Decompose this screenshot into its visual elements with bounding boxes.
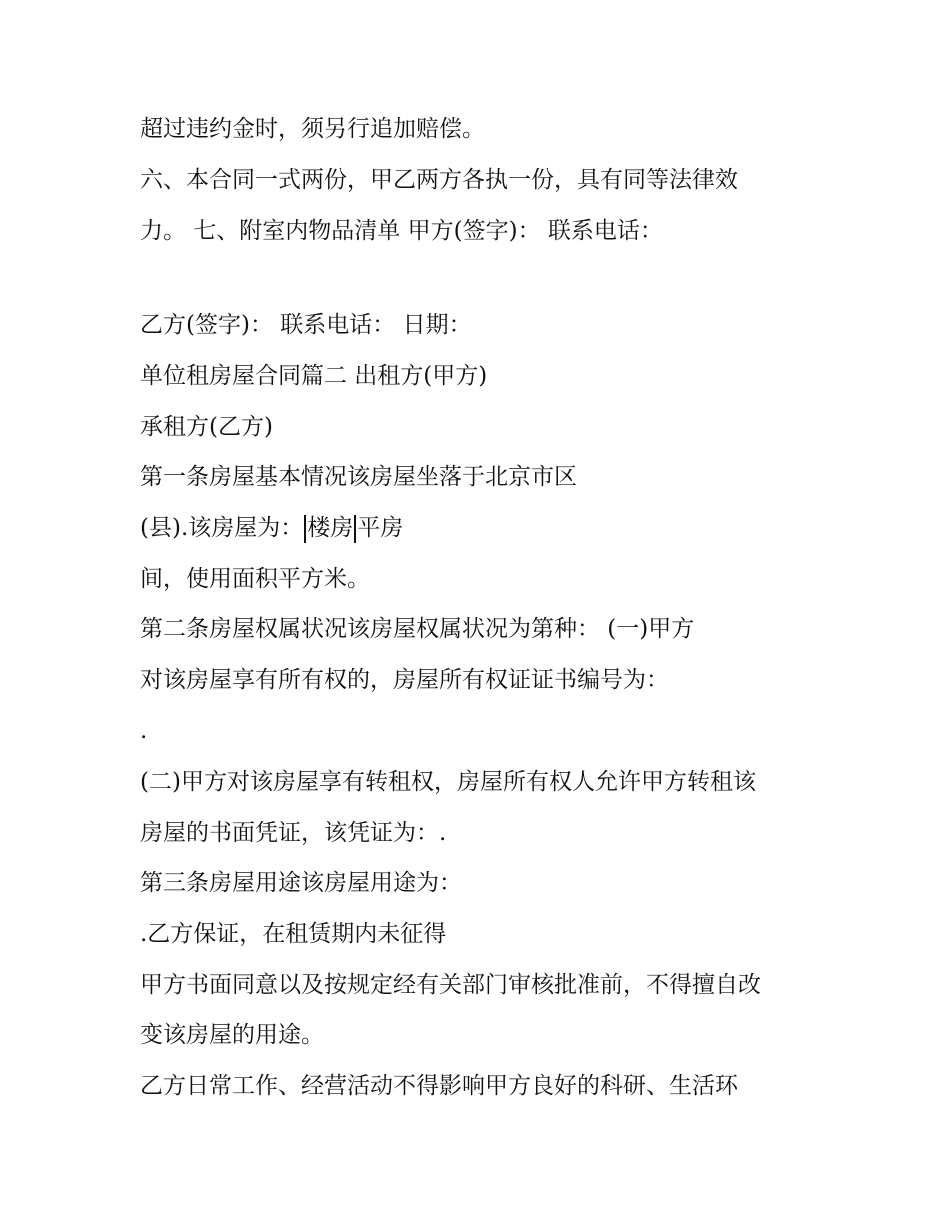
text-segment: 承租方(乙方) bbox=[140, 414, 273, 440]
text-segment: 乙方日常工作、经营活动不得影响甲方良好的科研、生活环 bbox=[140, 1073, 738, 1099]
checkbox-building[interactable] bbox=[304, 515, 306, 543]
text-line bbox=[140, 513, 850, 544]
text-segment: 区 bbox=[554, 464, 577, 490]
text-segment: 楼房 bbox=[307, 515, 354, 541]
text-segment: 日期： bbox=[395, 312, 472, 338]
text-segment: 乙方(签字)： bbox=[140, 312, 273, 338]
text-segment: 第一条房屋基本情况该房屋坐落于北京市 bbox=[140, 464, 554, 490]
text-segment: . bbox=[439, 820, 447, 846]
text-line bbox=[140, 716, 850, 746]
text-line bbox=[140, 216, 850, 246]
text-segment: . bbox=[140, 718, 148, 744]
text-segment: 第三条房屋用途该房屋用途为： bbox=[140, 870, 462, 896]
text-segment: 单位租房屋合同篇二 出租方(甲方) bbox=[140, 363, 488, 389]
text-line bbox=[140, 165, 850, 195]
text-segment: .乙方保证，在租赁期内未征得 bbox=[140, 921, 447, 947]
text-segment: (二)甲方对该房屋享有转租权，房屋所有权人允许甲方转租该 bbox=[140, 769, 756, 795]
text-line bbox=[140, 310, 850, 340]
text-line bbox=[140, 868, 850, 898]
text-segment: 种： (一)甲方 bbox=[554, 616, 695, 642]
text-line bbox=[140, 919, 850, 949]
text-line bbox=[140, 412, 850, 442]
text-line bbox=[140, 970, 850, 1000]
text-segment: 联系电话： bbox=[540, 218, 663, 244]
text-segment: 房屋的书面凭证，该凭证为： bbox=[140, 820, 439, 846]
text-segment: 第二条房屋权属状况该房屋权属状况为第 bbox=[140, 616, 554, 642]
text-segment: 对该房屋享有所有权的，房屋所有权证证书编号为： bbox=[140, 667, 669, 693]
text-segment: (县) bbox=[140, 515, 181, 541]
text-segment: 甲方书面同意以及按规定经有关部门审核批准前，不得擅自改 bbox=[140, 972, 761, 998]
text-line bbox=[140, 114, 850, 144]
text-segment: 联系电话： bbox=[272, 312, 396, 338]
text-segment: 超过违约金时，须另行追加赔偿。 bbox=[140, 116, 485, 142]
text-line bbox=[140, 818, 850, 848]
text-segment: 六、本合同一式两份，甲乙两方各执一份，具有同等法律效 bbox=[140, 167, 738, 193]
text-line bbox=[140, 1071, 850, 1101]
text-line bbox=[140, 614, 850, 644]
text-segment: 平房 bbox=[357, 515, 404, 541]
text-line bbox=[140, 1020, 850, 1050]
checkbox-bungalow[interactable] bbox=[354, 515, 356, 543]
text-line bbox=[140, 361, 850, 391]
text-line bbox=[140, 767, 850, 797]
text-segment: 间，使用面积 bbox=[140, 566, 278, 592]
text-segment: 力。 七、附室内物品清单 甲方(签字)： bbox=[140, 218, 541, 244]
text-segment: .该房屋为： bbox=[180, 515, 304, 541]
text-segment: 平方米。 bbox=[278, 566, 370, 592]
text-line bbox=[140, 665, 850, 695]
text-line bbox=[140, 462, 850, 492]
text-segment: 变该房屋的用途。 bbox=[140, 1022, 324, 1048]
text-line bbox=[140, 564, 850, 594]
